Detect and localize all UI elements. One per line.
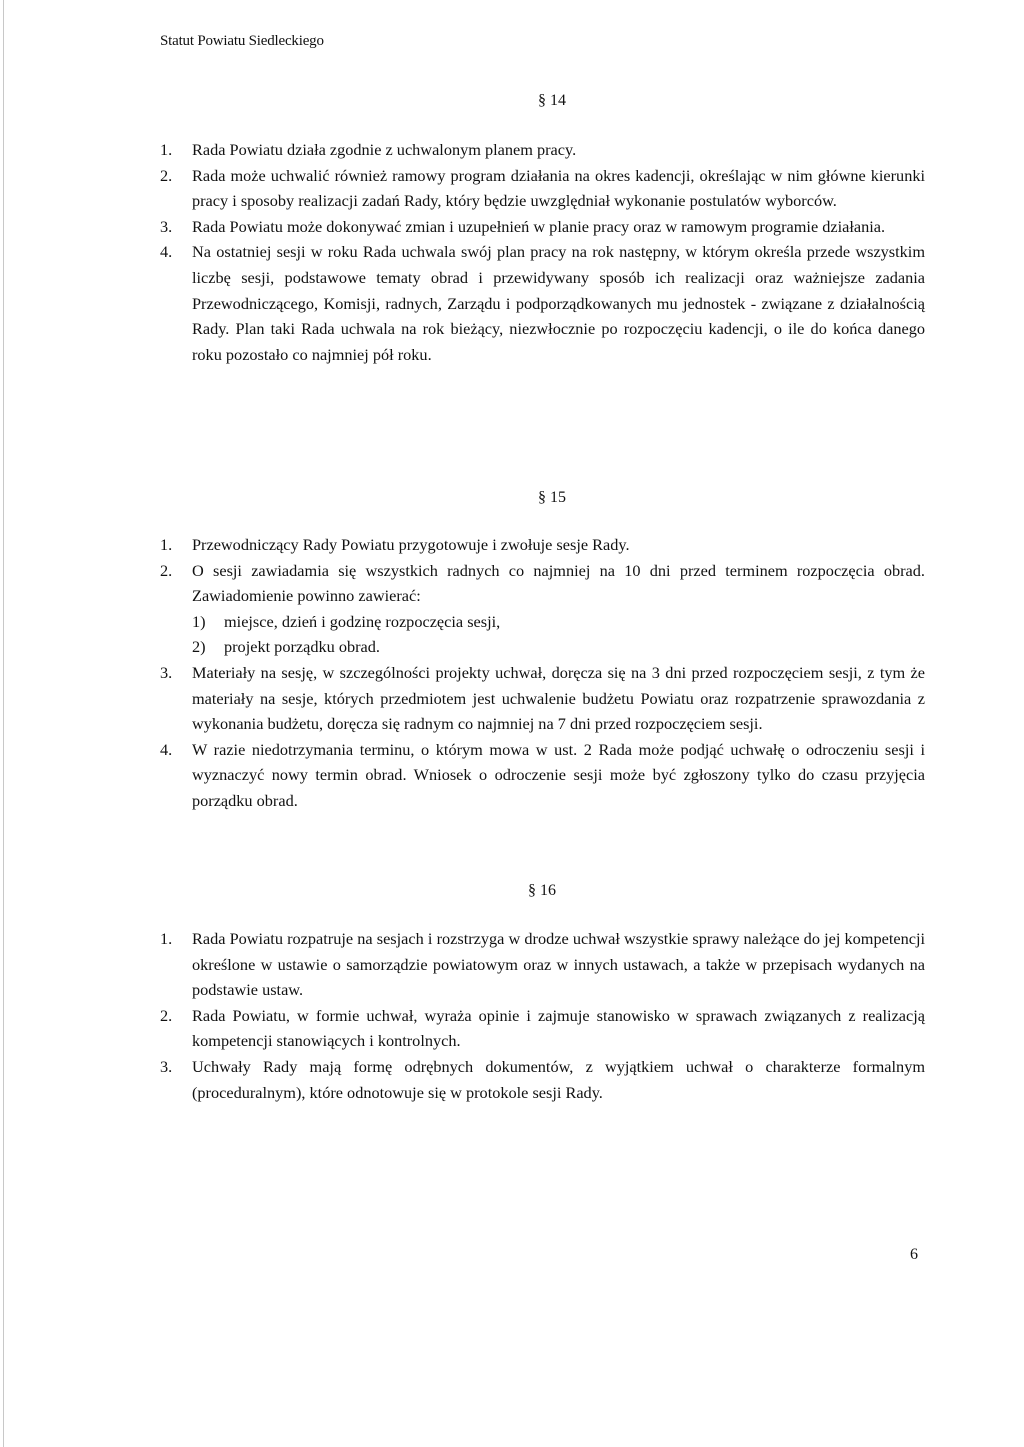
item-text: Rada może uchwalić również ramowy program działania na okres kadencji, określając w nim główne kierunki pracy i sposoby realizacji zadań Rady, który będzie uwzględniał wykonanie postulatów wyborców. [192, 165, 925, 211]
item-text: O sesji zawiadamia się wszystkich radnych co najmniej na 10 dni przed terminem rozpoczęcia obrad. Zawiadomienie powinno zawierać: [192, 560, 925, 606]
section-items [160, 532, 925, 814]
section-heading: § 15 [538, 489, 566, 506]
sub-list [192, 609, 925, 660]
item-text: W razie niedotrzymania terminu, o którym mowa w ust. 2 Rada może podjąć uchwałę o odroczeniu sesji i wyznaczyć nowy termin obrad. Wniosek o odroczenie sesji może być zgłoszony tylko do czasu przyjęcia porządku obrad. [192, 739, 925, 810]
item-number: 1. [160, 929, 173, 948]
section-items [160, 926, 925, 1105]
item-number: 2. [160, 1005, 173, 1025]
item-number: 3. [160, 216, 173, 236]
item-number: 3. [160, 1056, 173, 1076]
item-number: 4. [160, 242, 173, 262]
sub-list-item [192, 609, 925, 635]
list-item [160, 137, 925, 163]
sub-list-item [192, 634, 925, 660]
sub-item-text: projekt porządku obrad. [224, 637, 380, 657]
sub-item-number: 2) [192, 637, 206, 657]
page-number: 6 [910, 1246, 918, 1263]
item-text: Rada Powiatu działa zgodnie z uchwalonym planem pracy. [192, 140, 577, 159]
item-text: Rada Powiatu rozpatruje na sesjach i rozstrzyga w drodze uchwał wszystkie sprawy należące do jej kompetencji określone w ustawie o samorządzie powiatowym oraz w innych ustawach, a także w przepisach wydanych na podstawie ustaw. [192, 929, 925, 1000]
list-item [160, 1003, 925, 1054]
item-text: Na ostatniej sesji w roku Rada uchwala swój plan pracy na rok następny, w którym określa przede wszystkim liczbę sesji, podstawowe tematy obrad i przewidywany sposób ich realizacji oraz ważniejsze zadania Przewodniczącego, Komisji, radnych, Zarządu i podporządkowanych mu jednostek - związane z działalnością Rady. Plan taki Rada uchwala na rok bieżący, niezwłocznie po rozpoczęciu kadencji, o ile do końca danego roku pozostało co najmniej pół roku. [192, 242, 925, 364]
list-item [160, 163, 925, 214]
section-items [160, 137, 925, 367]
section-heading: § 14 [538, 92, 566, 109]
item-number: 2. [160, 560, 173, 580]
list-item [160, 926, 925, 1003]
list-item [160, 214, 925, 240]
list-item [160, 239, 925, 367]
item-text: Przewodniczący Rady Powiatu przygotowuje i zwołuje sesje Rady. [192, 535, 630, 554]
item-number: 4. [160, 739, 173, 759]
item-number: 1. [160, 535, 173, 554]
item-text: Rada Powiatu, w formie uchwał, wyraża opinie i zajmuje stanowisko w sprawach związanych z realizacją kompetencji stanowiących i kontrolnych. [192, 1005, 925, 1051]
sub-item-text: miejsce, dzień i godzinę rozpoczęcia sesji, [224, 611, 501, 631]
item-text: Materiały na sesję, w szczególności projekty uchwał, doręcza się na 3 dni przed rozpoczęciem sesji, z tym że materiały na sesje, których przedmiotem jest uchwalenie budżetu Powiatu oraz rozpatrzenie sprawozdania z wykonania budżetu, doręcza się radnym co najmniej na 7 dni przed rozpoczęciem sesji. [192, 662, 925, 734]
list-item [160, 532, 925, 558]
item-number: 2. [160, 165, 173, 185]
item-number: 1. [160, 140, 173, 159]
item-text: Rada Powiatu może dokonywać zmian i uzupełnień w planie pracy oraz w ramowym programie działania. [192, 216, 886, 236]
section-heading: § 16 [528, 882, 556, 899]
list-item [160, 558, 925, 660]
document-header-title: Statut Powiatu Siedleckiego [160, 33, 324, 49]
list-item [160, 660, 925, 737]
item-text: Uchwały Rady mają formę odrębnych dokumentów, z wyjątkiem uchwał o charakterze formalnym (proceduralnym), które odnotowuje się w protokole sesji Rady. [192, 1056, 925, 1102]
scan-edge-line [3, 0, 4, 1447]
list-item [160, 1054, 925, 1105]
item-number: 3. [160, 662, 173, 682]
sub-item-number: 1) [192, 611, 206, 631]
list-item [160, 737, 925, 814]
